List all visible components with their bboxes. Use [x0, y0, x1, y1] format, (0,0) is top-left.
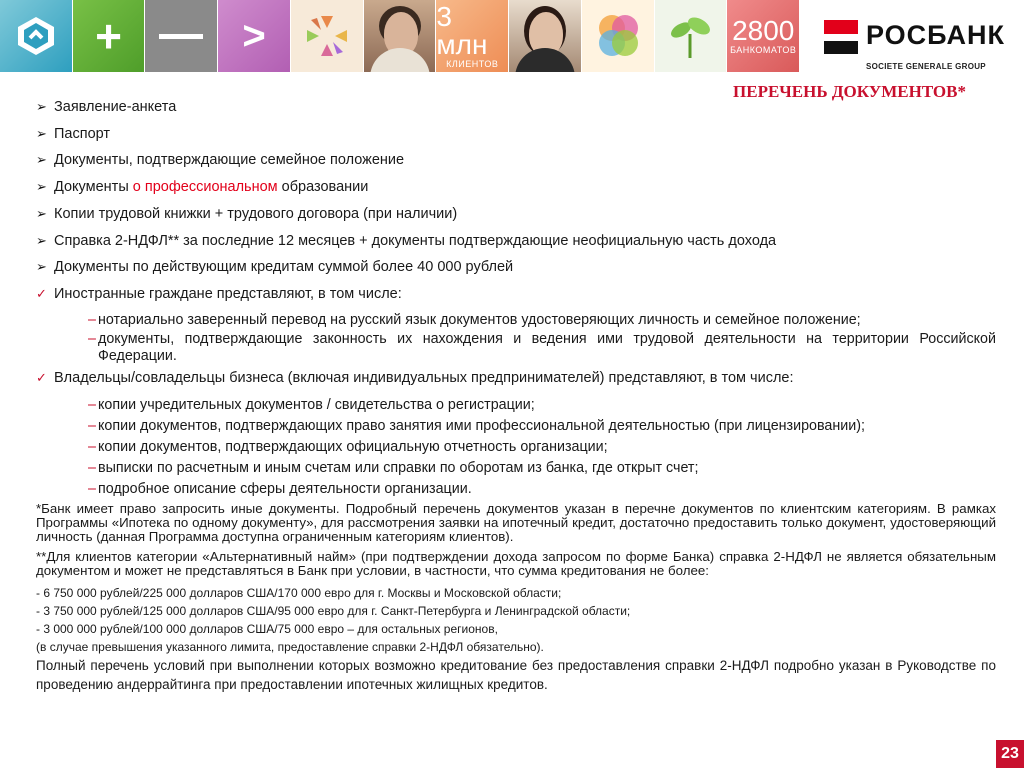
highlighted-text: о профессиональном	[132, 179, 278, 196]
arrow-bullet-icon: ➢	[36, 125, 47, 141]
banner-tile-circles	[582, 0, 654, 72]
arrow-bullet-icon: ➢	[36, 179, 47, 195]
dash-icon: –	[88, 481, 96, 498]
checkmark-icon: ✓	[36, 369, 47, 385]
page-number: 23	[996, 740, 1024, 768]
list-item: ➢ Справка 2-НДФЛ** за последние 12 месяцев + документы подтверждающие неофициальную часть дохода	[36, 228, 996, 255]
rosbank-mark-icon	[824, 20, 858, 54]
sub-list-item: – нотариально заверенный перевод на русский язык документов удостоверяющих личность и семейное положение;	[88, 311, 861, 328]
dash-icon: –	[88, 439, 96, 456]
sub-list-item: – копии документов, подтверждающих официальную отчетность организации;	[88, 437, 996, 458]
list-item-business: ✓ Владельцы/совладельцы бизнеса (включая индивидуальных предпринимателей) представляют, в том числе:	[36, 365, 996, 392]
banner-tile-arrow	[218, 0, 290, 72]
sub-list-item: – документы, подтверждающие законность их нахождения и ведения ими трудовой деятельности на территории Российской Федерации.	[88, 330, 996, 364]
logo-name: РОСБАНК	[866, 20, 1006, 50]
atm-label: БАНКОМАТОВ	[730, 45, 797, 55]
arrow-bullet-icon: ➢	[36, 259, 47, 275]
banner-photo-woman	[509, 0, 581, 72]
sprout-icon	[662, 8, 718, 64]
limit-line: (в случае превышения указанного лимита, предоставление справки 2-НДФЛ обязательно).	[36, 640, 544, 654]
chevron-right-icon: >	[242, 13, 266, 58]
list-item: ➢ Документы по действующим кредитам суммой более 40 000 рублей	[36, 254, 996, 281]
atm-value: 2800	[732, 15, 795, 46]
sub-list-item: – подробное описание сферы деятельности организации.	[88, 479, 996, 500]
arrow-bullet-icon: ➢	[36, 152, 47, 168]
converging-arrows-icon	[299, 8, 355, 64]
dash-icon: –	[88, 460, 96, 477]
arrow-bullet-icon: ➢	[36, 99, 47, 114]
dash-icon: –	[88, 330, 96, 347]
document-list	[36, 94, 996, 500]
rosbank-emblem-icon	[14, 14, 58, 58]
banner-tile-plus	[73, 0, 145, 72]
dash-icon: –	[88, 397, 96, 414]
sub-list-item: – копии учредительных документов / свидетельства о регистрации;	[88, 395, 996, 416]
final-note: Полный перечень условий при выполнении которых возможно кредитование без предоставления справки 2-НДФЛ подробно указан в Руководстве по проведению андеррайтинга при предоставлении ипотечных жилищных кредитов.	[36, 658, 996, 692]
banner-tile-clients	[436, 0, 508, 72]
checkmark-icon: ✓	[36, 285, 47, 301]
limit-line: - 6 750 000 рублей/225 000 долларов США/170 000 евро для г. Москвы и Московской области;	[36, 586, 562, 600]
banner-tile-atm	[727, 0, 799, 72]
header-banner	[0, 0, 800, 74]
banner-tile-arrows	[291, 0, 363, 72]
sub-list-item: – выписки по расчетным и иным счетам или справки по оборотам из банка, где открыт счет;	[88, 458, 996, 479]
footnote-1: *Банк имеет право запросить иные документы. Подробный перечень документов указан в перечне документов по клиентским категориям. В рамках Программы «Ипотека по одному документу», для рассмотрения заявки на ипотечный кредит, достаточно предоставить только документ, удостоверяющий личность (данная Программа доступна ограниченным категориям клиентов).	[36, 501, 996, 544]
arrow-bullet-icon: ➢	[36, 232, 47, 248]
business-sub-list	[36, 395, 996, 500]
footnote-2: **Для клиентов категории «Альтернативный найм» (при подтверждении дохода запросом по форме Банка) справка 2-НДФЛ не является обязательным документом и может не представляться в Банк при условии, в частности, что сумма кредитования не более:	[36, 549, 996, 578]
list-item: ➢ Документы о профессиональном образовании	[36, 174, 996, 201]
banner-tile-minus	[145, 0, 217, 72]
dash-icon: –	[88, 418, 96, 435]
list-item-foreign: ✓ Иностранные граждане представляют, в том числе:	[36, 281, 996, 308]
limit-line: - 3 000 000 рублей/100 000 долларов США/75 000 евро – для остальных регионов,	[36, 622, 498, 636]
banner-tile-sprout	[655, 0, 727, 72]
limit-line: - 3 750 000 рублей/125 000 долларов США/95 000 евро для г. Санкт-Петербурга и Ленинградской области;	[36, 604, 631, 618]
plus-icon: +	[95, 10, 123, 62]
sub-list-item: – копии документов, подтверждающих право занятия ими профессиональной деятельностью (при лицензировании);	[88, 416, 996, 437]
list-item: ➢ Паспорт	[36, 121, 996, 148]
footnotes	[36, 502, 996, 694]
clients-value: 3 млн	[436, 1, 488, 60]
list-item: ➢ Копии трудовой книжки + трудового договора (при наличии)	[36, 201, 996, 228]
minus-icon	[159, 34, 203, 39]
logo-subtitle: SOCIETE GENERALE GROUP	[866, 62, 986, 71]
banner-tile-logo	[0, 0, 72, 72]
list-item: ➢ Заявление-анкета	[36, 94, 996, 121]
banner-photo-man	[364, 0, 436, 72]
arrow-bullet-icon: ➢	[36, 205, 47, 221]
color-circles-icon	[588, 6, 648, 66]
dash-icon: –	[88, 311, 96, 328]
rosbank-logo	[820, 18, 1010, 76]
page-title: ПЕРЕЧЕНЬ ДОКУМЕНТОВ*	[733, 82, 966, 101]
clients-label: КЛИЕНТОВ	[446, 59, 499, 69]
list-item: ➢ Документы, подтверждающие семейное положение	[36, 147, 996, 174]
